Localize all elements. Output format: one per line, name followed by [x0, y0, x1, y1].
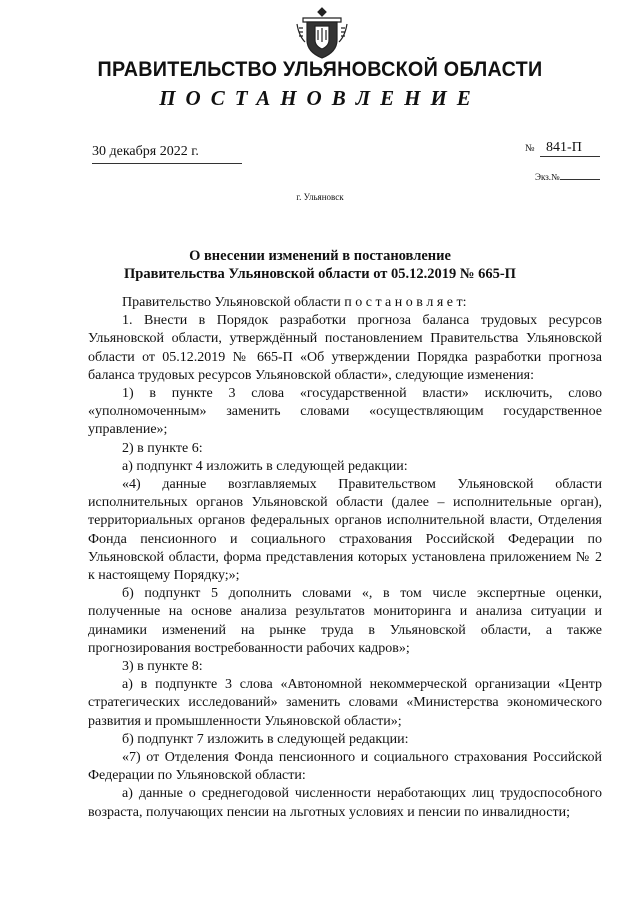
paragraph: а) данные о среднегодовой численности неработающих лиц трудоспособного возраста, получающих пенсии на льготных условиях и пенсии по инвалидности;	[88, 786, 602, 820]
document-type: ПОСТАНОВЛЕНИЕ	[159, 86, 481, 110]
decree-body	[88, 294, 602, 822]
title-line-1: О внесении изменений в постановление	[189, 248, 451, 264]
paragraph: а) подпункт 4 изложить в следующей редакции:	[122, 458, 408, 474]
paragraph: 3) в пункте 8:	[122, 659, 203, 675]
government-name: ПРАВИТЕЛЬСТВО УЛЬЯНОВСКОЙ ОБЛАСТИ	[97, 58, 543, 81]
paragraph: «4) данные возглавляемых Правительством Ульяновской области исполнительных органов Ульяновской области (далее – исполнительные орган), территориальных органов федеральных органов исполнительной власти, Отделения Фонда пенсионного и социального страхования Российской Федерации по Ульяновской области, форма представления которых установлена приложением № 2 к настоящему Порядку;»;	[88, 477, 602, 584]
city: г. Ульяновск	[296, 192, 344, 202]
paragraph: 1. Внести в Порядок разработки прогноза баланса трудовых ресурсов Ульяновской области, утверждённый постановлением Правительства Ульяновской области от 05.12.2019 № 665-П «Об утверждении Порядка разработки прогноза баланса трудовых ресурсов Ульяновской области», следующие изменения:	[88, 313, 602, 383]
title-line-2: Правительства Ульяновской области от 05.12.2019 № 665-П	[124, 266, 516, 282]
copy-number	[535, 172, 600, 182]
paragraph: «7) от Отделения Фонда пенсионного и социального страхования Российской Федерации по Ульяновской области:	[88, 750, 602, 784]
decree-title	[0, 247, 640, 283]
paragraph: а) в подпункте 3 слова «Автономной некоммерческой организации «Центр стратегических исследований» заменить словами «Министерства экономического развития и промышленности Ульяновской области»;	[88, 677, 602, 729]
copy-line	[560, 179, 600, 180]
paragraph: Правительство Ульяновской области п о с т а н о в л я е т:	[122, 295, 467, 310]
paragraph: 1) в пункте 3 слова «государственной власти» исключить, слово «уполномоченным» заменить словами «осуществляющим государственное управление»;	[88, 386, 602, 438]
coat-of-arms-icon	[293, 4, 351, 62]
paragraph: б) подпункт 5 дополнить словами «, в том числе экспертные оценки, полученные на основе анализа результатов мониторинга и анализа ситуации и динамики изменений на рынке труда в Ульяновской области, а также прогнозирования востребованности рабочих кадров»;	[88, 586, 602, 656]
decree-number	[525, 140, 600, 157]
paragraph: 2) в пункте 6:	[122, 440, 203, 456]
paragraph: б) подпункт 7 изложить в следующей редакции:	[122, 731, 409, 747]
decree-date: 30 декабря 2022 г.	[92, 144, 242, 164]
number-value: 841-П	[540, 140, 600, 157]
copy-label: Экз.№	[535, 172, 560, 182]
number-prefix: №	[525, 143, 535, 154]
